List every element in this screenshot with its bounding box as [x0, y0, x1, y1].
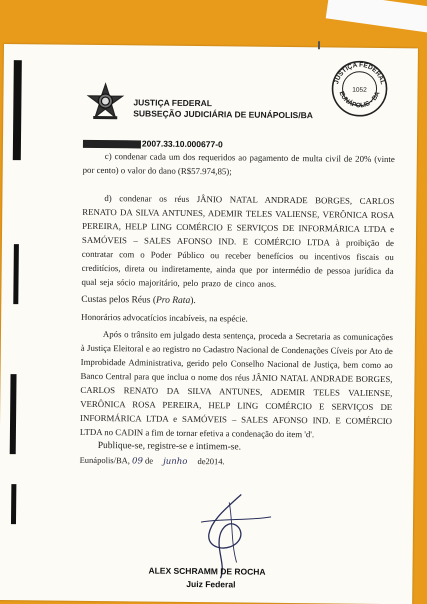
paragraph-publique: Publique-se, registre-se e intimem-se. — [97, 441, 242, 453]
redaction-bar — [83, 140, 141, 149]
judge-title: Juiz Federal — [186, 578, 236, 590]
date-de-2: de — [197, 456, 206, 467]
judge-name: ALEX SCHRAMM DE ROCHA — [148, 565, 266, 577]
scan-edge-mark — [10, 374, 17, 454]
stamp-top-text: JUSTIÇA FEDERAL — [333, 61, 387, 86]
judgment-text — [80, 149, 395, 471]
document-page — [0, 44, 418, 604]
scan-edge-mark — [13, 60, 22, 160]
location-date — [80, 453, 392, 471]
paragraph-custas — [81, 293, 393, 310]
stamp-bottom-text: EUNÁPOLIS - BA — [337, 90, 382, 110]
custas-end: ). — [190, 295, 196, 307]
stamp-number: 1052 — [352, 86, 367, 94]
paragraph-d: d) condenar os réus JÂNIO NATAL ANDRADE BORGES, CARLOS RENATO DA SILVA ANTUNES, ADEMIR TELES VALIENSE, VERÔNICA ROSA PEREIRA, HELP LING COMÉRCIO E SERVIÇOS DE INFORMÁRICA LTDA e SAMÓVEIS – SALES AFONSO IND. E COMÉRCIO LTDA à proibição de contratar com o Poder Público ou receber benefícios ou incentivos fiscais ou creditícios, direta ou indiretamente, ainda que por intermédio de pessoa jurídica da qual seja sócio majoritário, pelo prazo de cinco anos. — [81, 193, 395, 289]
header-court-name: JUSTIÇA FEDERAL — [133, 97, 213, 109]
court-stamp — [330, 59, 389, 118]
staple-mark — [318, 41, 320, 49]
scan-edge-mark — [13, 244, 19, 304]
case-number-line — [83, 138, 223, 149]
handwritten-month: junho — [163, 456, 188, 467]
paragraph-apos-transito: Após o trânsito em julgado desta sentença, proceda a Secretaria as comunicações à Justiça Eleitoral e ao registro no Cadastro Nacional de Condenações Cíveis por Ato de Improbidade Administrativa, gerido pelo Conselho Nacional de Justiça, bem como ao Banco Central para que inclua o nome dos réus JÂNIO NATAL ANDRADE BORGES, CARLOS RENATO DA SILVA ANTUNES, ADEMIR TELES VALIENSE, VERÔNICA ROSA PEREIRA, HELP LING COMÉRCIO E SERVIÇOS DE INFORMÁRICA LTDA e SAMÓVEIS – SALES AFONSO IND. E COMÉRCIO LTDA no CADIN a fim de tornar efetiva a condenação do item 'd'. — [79, 329, 394, 440]
handwritten-day: 09 — [132, 456, 143, 467]
date-de: de — [144, 455, 154, 466]
brazil-coat-of-arms-icon — [85, 82, 125, 122]
custas-text: Custas pelos Réus ( — [81, 294, 157, 306]
court-header — [133, 97, 313, 121]
date-year: 2014. — [205, 456, 225, 467]
paragraph-c: c) condenar cada um dos requeridos ao pagamento de multa civil de 20% (vinte por cento) o valor do dano (R$57.974,85); — [82, 151, 395, 177]
case-number: 2007.33.10.000677-0 — [141, 138, 223, 150]
custas-pro-rata: Pro Rata — [155, 295, 191, 306]
background-paper-corner — [326, 0, 427, 34]
header-subsection: SUBSEÇÃO JUDICIÁRIA DE EUNÁPOLIS/BA — [133, 108, 313, 121]
signature-block — [148, 565, 265, 592]
location: Eunápolis/BA, — [79, 454, 130, 466]
paragraph-honorarios: Honorários advocatícios incabíveis, na espécie. — [81, 311, 248, 324]
svg-text:JUSTIÇA FEDERAL — [333, 61, 386, 85]
scan-edge-mark — [11, 484, 16, 524]
